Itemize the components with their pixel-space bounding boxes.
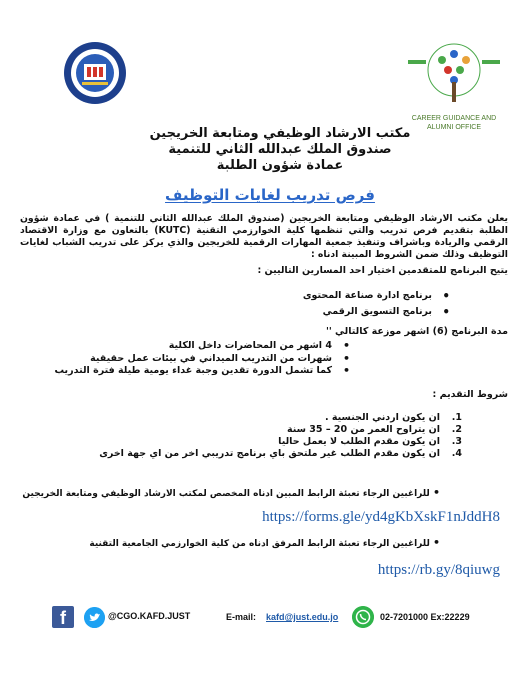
- term-number: 2.: [451, 424, 462, 435]
- email-link[interactable]: kafd@just.edu.jo: [266, 612, 339, 622]
- term-number: 1.: [451, 412, 462, 423]
- header-title-line2: صندوق الملك عبدالله الثاني للتنمية: [168, 142, 392, 157]
- registration-link-2[interactable]: https://rb.gy/8qiuwg: [377, 562, 500, 578]
- page-subtitle: فرص تدريب لغايات التوظيف: [165, 186, 375, 204]
- facebook-icon[interactable]: f: [52, 606, 74, 628]
- term-text: ان يكون اردني الجنسية .: [325, 412, 440, 423]
- term-text: ان يتراوح العمر من 20 – 35 سنة: [287, 424, 440, 435]
- email-label: E-mail:: [226, 612, 257, 622]
- duration-list: [50, 340, 350, 378]
- bullet-icon: •: [432, 486, 440, 499]
- list-item: برنامج ادارة صناعة المحتوى •: [50, 288, 450, 304]
- registration-text-2: للراغبين الرجاء تعبئة الرابط المرفق ادناه من كلية الخوارزمي الجامعية التقنية: [89, 539, 430, 549]
- term-number: 4.: [451, 448, 462, 459]
- bullet-icon: •: [432, 536, 440, 549]
- term-text: ان يكون مقدم الطلب غير ملتحق باي برنامج تدريبي اخر من اي جهة اخرى: [99, 448, 440, 459]
- list-item: [50, 424, 470, 436]
- list-item: شهرات من التدريب الميداني في بيئات عمل حقيقية •: [50, 353, 350, 366]
- duration-title: مدة البرنامج (6) اشهر موزعة كالتالي '': [325, 326, 508, 337]
- twitter-icon[interactable]: [84, 607, 105, 628]
- terms-list: [50, 412, 470, 460]
- registration-note-1: [20, 486, 440, 499]
- tree-icon: [400, 40, 508, 110]
- header-title-line3: عمادة شؤون الطلبة: [216, 158, 344, 173]
- registration-note-2: [20, 536, 440, 549]
- list-item: [50, 412, 470, 424]
- whatsapp-icon[interactable]: [352, 606, 374, 628]
- list-item: 4 اشهر من المحاضرات داخل الكلية •: [50, 340, 350, 353]
- university-seal-logo: [62, 40, 128, 106]
- header-title: [130, 126, 430, 174]
- career-guidance-logo: [400, 40, 508, 136]
- term-number: 3.: [451, 436, 462, 447]
- social-handle: @CGO.KAFD.JUST: [108, 611, 191, 621]
- terms-title: شروط التقديم :: [432, 389, 508, 400]
- list-item: برنامج التسويق الرقمي •: [50, 304, 450, 320]
- list-item: كما تشمل الدورة تقدين وجبة غداء يومية طيلة فترة التدريب •: [50, 365, 350, 378]
- program-list: [50, 288, 450, 320]
- list-item: [50, 448, 470, 460]
- list-item: [50, 436, 470, 448]
- registration-link-1[interactable]: https://forms.gle/yd4gKbXskF1nJddH8: [262, 509, 500, 525]
- program-intro: يتيح البرنامج للمتقدمين اختيار احد المسارين التاليين :: [257, 265, 508, 276]
- right-logo-text: CAREER GUIDANCE AND ALUMNI OFFICE: [411, 115, 497, 131]
- registration-text-1: للراغبين الرجاء تعبئة الرابط المبين ادناه المخصص لمكتب الارشاد الوظيفي ومتابعة الخريجين: [22, 489, 430, 499]
- term-text: ان يكون مقدم الطلب لا يعمل حاليا: [278, 436, 440, 447]
- intro-paragraph: يعلن مكتب الارشاد الوظيفي ومتابعة الخريجين (صندوق الملك عبدالله الثاني للتنمية ) في عمادة شؤون الطلبة بتقديم فرص تدريب والتي تنظمها كلية الخوارزمي التقنية (KUTC) بالتعاون مع وزارة الاقتصاد الرقمي والريادة وباشراف وتنفيذ جمعية المهارات الرقمية للخريجين والذي يركز على تدريب الشباب لغايات التوظيف وذلك ضمن الشروط المبينة ادناه :: [20, 213, 508, 260]
- header-title-line1: مكتب الارشاد الوظيفي ومتابعة الخريجين: [149, 126, 411, 141]
- phone-number: 02-7201000 Ex:22229: [380, 612, 470, 622]
